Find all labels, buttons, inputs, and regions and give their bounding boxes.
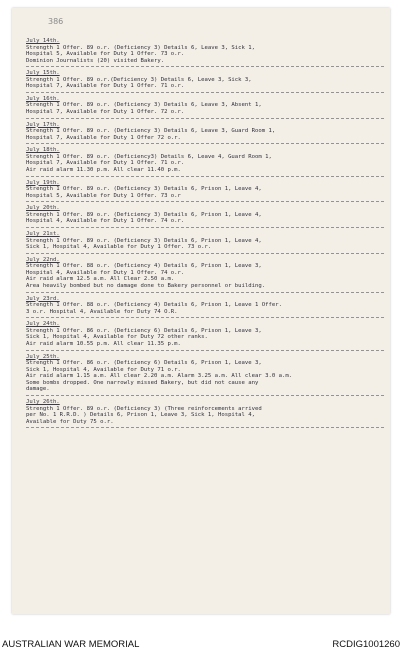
entry-date: July 20th. (26, 205, 60, 212)
entry-separator (26, 227, 384, 228)
entry-line: 3 o.r. Hospital 4, Available for Duty 74 O.R. (26, 308, 178, 315)
entry-date: July 24th. (26, 321, 60, 328)
entry-line: Air raid alarm 10.55 p.m. All clear 11.35 p.m. (26, 340, 181, 347)
entry-line: Available for Duty 75 o.r. (26, 418, 114, 425)
document-page (12, 8, 390, 614)
entry-line: Strength 1 Offer. 89 o.r. (Deficiency 3) (Three reinforcements arrived (26, 405, 262, 412)
entry-date: July 21st. (26, 231, 60, 237)
entry-line: Strength 1 Offer. 88 o.r. (Deficiency 4) Details 6, Prison 1, Leave 3, (26, 263, 262, 270)
entry-line: Some bombs dropped. One narrowly missed Bakery, but did not cause any (26, 379, 259, 386)
diary-entry (26, 321, 384, 350)
entry-line: Hospital 4, Available for Duty 1 Offer. 74 o.r. (26, 218, 185, 225)
entry-line: Strength 1 Offer. 89 o.r. (Deficiency 3) Details 6, Leave 3, Sick 1, (26, 44, 256, 51)
entry-line: Air raid alarm 1.15 a.m. All clear 2.20 a.m. Alarm 3.25 a.m. All clear 3.0 a.m. (26, 373, 293, 380)
entry-separator (26, 118, 384, 119)
entry-line: Strength 1 Offer. 89 o.r. (Deficiency 3) Details 6, Leave 3, Guard Room 1, (26, 128, 276, 135)
entry-line: Area heavily bombed but no damage done to Bakery personnel or building. (26, 282, 266, 289)
entry-line: Sick 1, Hospital 4, Available for Duty 1 Offer. 73 o.r. (26, 244, 212, 251)
entry-separator (26, 66, 384, 67)
entry-line: Air raid alarm 12.5 a.m. All Clear 2.50 a.m. (26, 276, 175, 283)
diary-entry (26, 122, 384, 145)
diary-entries (26, 38, 384, 431)
diary-entry (26, 296, 384, 319)
entry-line: Hospital 7, Available for Duty 1 Offer. 71 o.r. (26, 83, 185, 90)
entry-separator (26, 427, 384, 428)
diary-entry (26, 38, 384, 67)
entry-date: July 15th. (26, 70, 60, 77)
diary-entry (26, 180, 384, 203)
entry-separator (26, 317, 384, 318)
entry-line: Hospital 5, Available for Duty 1 Offer. 73 o.r (26, 192, 181, 199)
entry-line: per No. 1 R.R.D. ) Details 6, Prison 1, Leave 3, Sick 1, Hospital 4, (26, 412, 256, 419)
entry-line: Strength 1 Offer. 89 o.r. (Deficiency 3) Details 6, Prison 1, Leave 4, (26, 237, 262, 244)
entry-line: Strength 1 Offer. 88 o.r. (Deficiency 4) Details 6, Prison 1, Leave 1 Offer. (26, 302, 282, 309)
entry-line: Strength 1 Offer. 89 o.r.(Deficiency 3) Details 6, Leave 3, Sick 3, (26, 76, 252, 83)
entry-separator (26, 92, 384, 93)
page-number: 386 (48, 17, 64, 26)
entry-date: July 22nd. (26, 256, 60, 263)
entry-line: damage. (26, 386, 50, 393)
entry-line: Sick 1, Hospital 4, Available for Duty 71 o.r. (26, 366, 181, 373)
entry-line: Hospital 7, Available for Duty 1 Offer. 71 o.r. (26, 160, 185, 167)
diary-entry (26, 96, 384, 119)
entry-separator (26, 395, 384, 396)
entry-separator (26, 253, 384, 254)
entry-separator (26, 292, 384, 293)
entry-line: Hospital 4, Available for Duty 1 Offer. 74 o.r. (26, 269, 185, 276)
entry-line: Hospital 7, Available for Duty 1 Offer. 72 o.r. (26, 109, 185, 116)
entry-line: Strength 1 Offer. 86 o.r. (Deficiency 6) Details 6, Prison 1, Leave 3, (26, 327, 262, 334)
diary-entry (26, 231, 384, 254)
diary-entry (26, 205, 384, 228)
institution-label: AUSTRALIAN WAR MEMORIAL (2, 639, 140, 650)
diary-entry (26, 399, 384, 428)
record-id: RCDIG1001260 (332, 639, 400, 650)
entry-date: July 23rd. (26, 295, 60, 302)
diary-entry (26, 354, 384, 396)
entry-date: July 18th. (26, 147, 60, 154)
entry-date: July 25th. (26, 353, 60, 360)
diary-entry (26, 257, 384, 293)
entry-separator (26, 143, 384, 144)
diary-entry (26, 147, 384, 176)
entry-date: July 19th. (26, 179, 60, 186)
entry-line: Dominion Journalists (20) visited Bakery. (26, 57, 165, 64)
entry-line: Air raid alarm 11.30 p.m. All clear 11.40 p.m. (26, 167, 181, 174)
entry-line: Strength 1 Offer. 89 o.r. (Deficiency 3) Details 6, Leave 3, Absent 1, (26, 102, 262, 109)
entry-line: Strength 1 Offer. 89 o.r. (Deficiency 3) Details 6, Prison 1, Leave 4, (26, 211, 262, 218)
entry-line: Strength 1 Offer. 86 o.r. (Deficiency 6) Details 6, Prison 1, Leave 3, (26, 360, 262, 367)
entry-separator (26, 201, 384, 202)
entry-separator (26, 350, 384, 351)
entry-date: July 17th. (26, 121, 60, 128)
entry-line: Hospital 5, Available for Duty 1 Offer. 73 o.r. (26, 51, 185, 58)
entry-line: Strength 1 Offer. 89 o.r. (Deficiency 3) Details 6, Prison 1, Leave 4, (26, 186, 262, 193)
entry-separator (26, 176, 384, 177)
entry-line: Hospital 7, Available for Duty 1 Offer 72 o.r. (26, 134, 181, 141)
entry-line: Strength 1 Offer. 89 o.r. (Deficiency3) Details 6, Leave 4, Guard Room 1, (26, 153, 272, 160)
entry-date: July 14th. (26, 38, 60, 44)
entry-date: July 26th. (26, 399, 60, 405)
entry-line: Sick 1, Hospital 4, Available for Duty 72 other ranks. (26, 334, 208, 341)
diary-entry (26, 70, 384, 93)
entry-date: July 16th. (26, 95, 60, 102)
